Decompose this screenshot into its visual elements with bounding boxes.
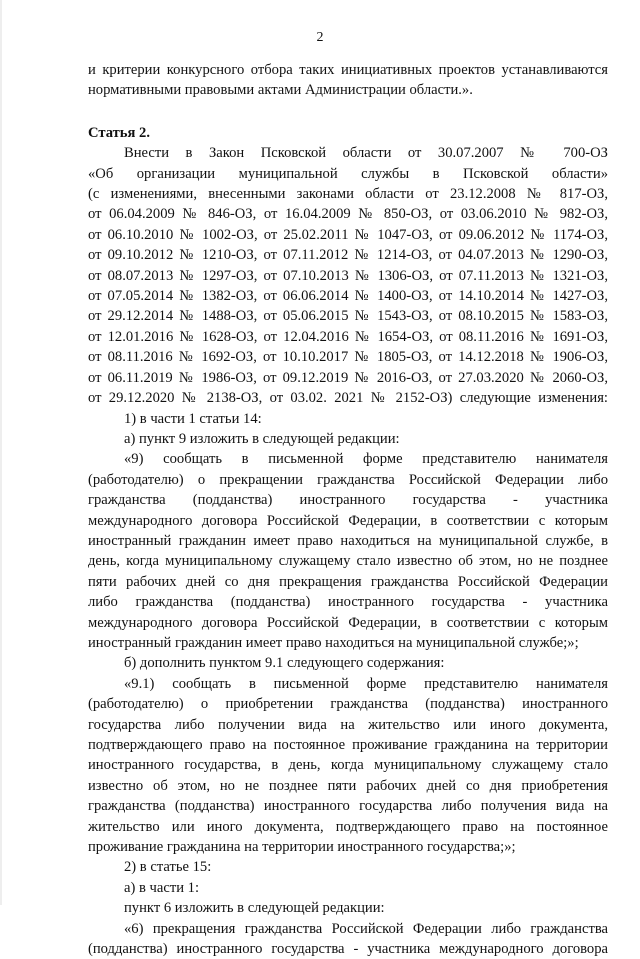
amend-line: от 29.12.2020 № 2138-ОЗ, от 03.02. 2021 № 2152-ОЗ) следующие изменения: bbox=[88, 390, 608, 407]
quote-line: гражданства (подданства) иностранного государства - участника bbox=[88, 492, 608, 509]
quote-line: жительство или иного документа, подтверждающего право на постоянное bbox=[88, 818, 608, 835]
amend-line: от 07.05.2014 № 1382-ОЗ, от 06.06.2014 № 1400-ОЗ, от 14.10.2014 № 1427-ОЗ, bbox=[88, 288, 608, 305]
quote-line: «6) прекращения гражданства Российской Федерации либо гражданства bbox=[124, 920, 608, 937]
amend-line: от 06.04.2009 № 846-ОЗ, от 16.04.2009 № 850-ОЗ, от 03.06.2010 № 982-ОЗ, bbox=[88, 206, 608, 223]
amend-line: от 08.11.2016 № 1692-ОЗ, от 10.10.2017 № 1805-ОЗ, от 14.12.2018 № 1906-ОЗ, bbox=[88, 349, 608, 366]
quote-line: подтверждающего право на постоянное проживание гражданина на территории bbox=[88, 737, 608, 753]
article-heading: Статья 2. bbox=[88, 124, 150, 141]
quote-line: «9.1) сообщать в письменной форме представителю нанимателя bbox=[124, 675, 608, 692]
list-item: 1) в части 1 статьи 14: bbox=[124, 410, 262, 427]
quote-line: (работодателю) о приобретении гражданства (подданства) иностранного bbox=[88, 696, 608, 713]
quote-line: «9) сообщать в письменной форме представителю нанимателя bbox=[124, 451, 608, 468]
amend-line: от 06.11.2019 № 1986-ОЗ, от 09.12.2019 № 2016-ОЗ, от 27.03.2020 № 2060-ОЗ, bbox=[88, 369, 608, 386]
document-body bbox=[88, 60, 608, 959]
page-number: 2 bbox=[316, 30, 324, 45]
quote-line: международного договора Российской Федерации, в соответствии с которым bbox=[88, 512, 608, 529]
quote-line: либо гражданства (подданства) иностранного государства - участника bbox=[88, 594, 608, 611]
amend-line: от 12.01.2016 № 1628-ОЗ, от 12.04.2016 № 1654-ОЗ, от 08.11.2016 № 1691-ОЗ, bbox=[88, 328, 608, 345]
amend-line: от 08.07.2013 № 1297-ОЗ, от 07.10.2013 № 1306-ОЗ, от 07.11.2013 № 1321-ОЗ, bbox=[88, 267, 608, 284]
amend-line: «Об организации муниципальной службы в Псковской области» bbox=[88, 165, 608, 182]
amend-line: от 09.10.2012 № 1210-ОЗ, от 07.11.2012 № 1214-ОЗ, от 04.07.2013 № 1290-ОЗ, bbox=[88, 247, 608, 264]
intro-line: и критерии конкурсного отбора таких инициативных проектов устанавливаются bbox=[88, 62, 608, 78]
quote-line: (подданства) иностранного государства - участника международного договора bbox=[88, 941, 608, 958]
page-left-edge bbox=[0, 0, 2, 905]
amend-line: Внести в Закон Псковской области от 30.07.2007 № 700-ОЗ bbox=[124, 145, 608, 162]
quote-line: иностранный гражданин имеет право находиться на муниципальной службе, в bbox=[88, 532, 608, 549]
quote-line: международного договора Российской Федерации, в соответствии с которым bbox=[88, 614, 608, 631]
list-item: а) пункт 9 изложить в следующей редакции: bbox=[124, 430, 400, 447]
quote-line: пяти рабочих дней со дня прекращения гражданства Российской Федерации bbox=[88, 573, 608, 590]
amend-line: от 29.12.2014 № 1488-ОЗ, от 05.06.2015 № 1543-ОЗ, от 08.10.2015 № 1583-ОЗ, bbox=[88, 308, 608, 325]
intro-line: нормативными правовыми актами Администрации области.». bbox=[88, 82, 473, 99]
quote-line: иностранный гражданин имеет право находиться на муниципальной службе;»; bbox=[88, 634, 579, 651]
quote-line: проживание гражданина на территории иностранного государства;»; bbox=[88, 839, 516, 856]
quote-line: известно об этом, но не позднее пяти рабочих дней со дня приобретения bbox=[88, 777, 608, 794]
amend-line: от 06.10.2010 № 1002-ОЗ, от 25.02.2011 № 1047-ОЗ, от 09.06.2012 № 1174-ОЗ, bbox=[88, 226, 608, 243]
quote-line: гражданства (подданства) иностранного государства либо получения вида на bbox=[88, 798, 608, 815]
quote-line: день, когда муниципальному служащему стало известно об этом, но не позднее bbox=[88, 553, 608, 570]
quote-line: государства либо получении вида на жительство или иного документа, bbox=[88, 716, 608, 733]
quote-line: иностранного государства, в день, когда муниципальному служащему стало bbox=[88, 757, 608, 774]
list-item: 2) в статье 15: bbox=[124, 859, 212, 876]
list-item: а) в части 1: bbox=[124, 879, 200, 896]
list-item: пункт 6 изложить в следующей редакции: bbox=[124, 900, 385, 917]
amend-line: (с изменениями, внесенными законами области от 23.12.2008 № 817-ОЗ, bbox=[88, 186, 608, 203]
quote-line: (работодателю) о прекращении гражданства Российской Федерации либо bbox=[88, 471, 608, 488]
list-item: б) дополнить пунктом 9.1 следующего содержания: bbox=[124, 655, 445, 672]
